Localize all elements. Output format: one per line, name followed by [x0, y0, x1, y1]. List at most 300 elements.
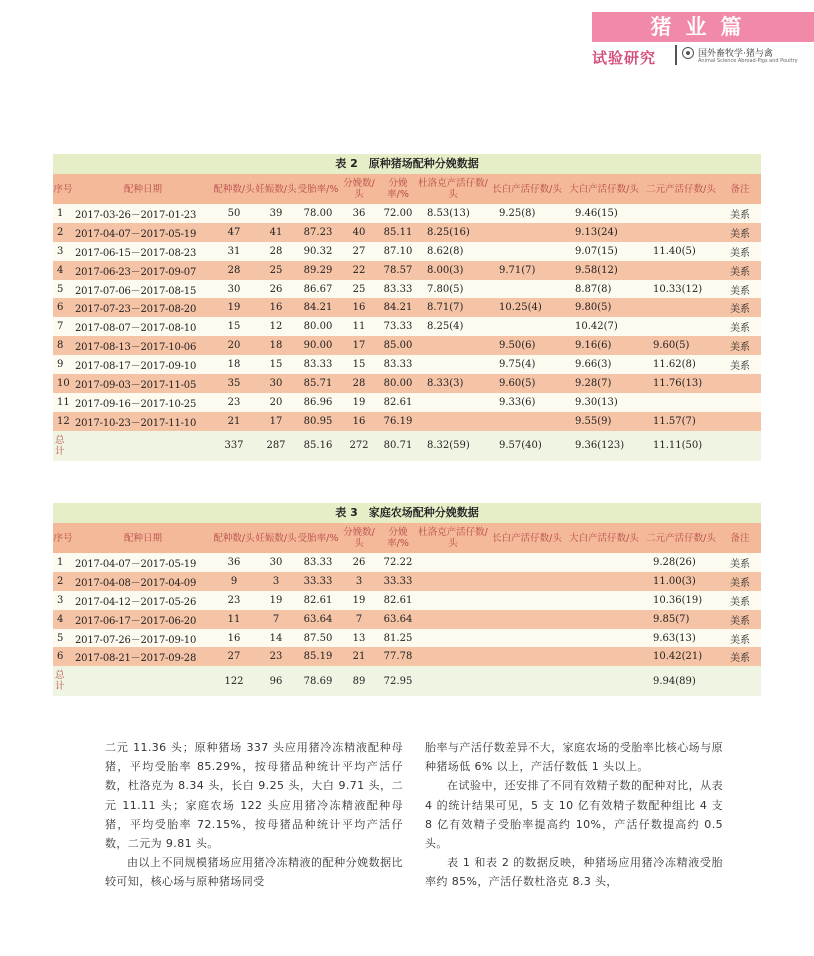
table-cell — [565, 647, 643, 666]
table-cell: 90.00 — [297, 336, 339, 355]
table-cell: 2017-04-07－2017-05-19 — [73, 553, 213, 572]
table-cell: 72.95 — [379, 666, 417, 696]
table-cell: 39 — [255, 204, 297, 223]
table-cell — [643, 393, 719, 412]
table-cell: 19 — [339, 393, 379, 412]
table-cell: 31 — [213, 242, 255, 261]
table-row — [53, 553, 761, 572]
table-cell: 2017-04-07－2017-05-19 — [73, 223, 213, 242]
table-row — [53, 355, 761, 374]
table-cell: 28 — [255, 242, 297, 261]
table-cell: 总计 — [53, 431, 73, 461]
table-cell: 9.66(3) — [565, 355, 643, 374]
table-cell: 4 — [53, 261, 73, 280]
table-cell: 11.11(50) — [643, 431, 719, 461]
table-cell: 15 — [213, 317, 255, 336]
table-cell: 3 — [53, 591, 73, 610]
table-cell — [719, 393, 761, 412]
table-cell — [489, 572, 565, 591]
table-cell: 16 — [213, 629, 255, 648]
table-cell: 337 — [213, 431, 255, 461]
table-cell: 80.95 — [297, 412, 339, 431]
table-row — [53, 572, 761, 591]
table-cell: 2017-08-07－2017-08-10 — [73, 317, 213, 336]
table-cell — [489, 610, 565, 629]
table-cell: 8.71(7) — [417, 298, 489, 317]
table-cell: 20 — [255, 393, 297, 412]
table-cell: 9.94(89) — [643, 666, 719, 696]
table-2-title: 表 2 原种猪场配种分娩数据 — [53, 154, 761, 174]
table-cell: 83.33 — [379, 355, 417, 374]
table-cell: 78.57 — [379, 261, 417, 280]
table-cell: 2017-04-12－2017-05-26 — [73, 591, 213, 610]
table-cell: 18 — [213, 355, 255, 374]
table-cell: 82.61 — [297, 591, 339, 610]
table-cell: 36 — [213, 553, 255, 572]
table-cell: 17 — [339, 336, 379, 355]
table-cell: 3 — [255, 572, 297, 591]
table-cell: 9.13(24) — [565, 223, 643, 242]
table-cell: 2017-08-17－2017-09-10 — [73, 355, 213, 374]
table-cell — [489, 591, 565, 610]
table-cell — [489, 666, 565, 696]
table-cell: 2017-09-03－2017-11-05 — [73, 374, 213, 393]
table-cell: 美系 — [719, 629, 761, 648]
table-cell: 9.60(5) — [489, 374, 565, 393]
column-header: 分娩数/头 — [339, 523, 379, 553]
table-cell: 10.33(12) — [643, 280, 719, 299]
table-cell: 7 — [339, 610, 379, 629]
table-cell: 89.29 — [297, 261, 339, 280]
table-row — [53, 412, 761, 431]
table-cell: 8.25(16) — [417, 223, 489, 242]
table-cell: 9.30(13) — [565, 393, 643, 412]
table-cell: 6 — [53, 298, 73, 317]
table-cell: 25 — [339, 280, 379, 299]
table-cell: 9.80(5) — [565, 298, 643, 317]
table-cell: 85.11 — [379, 223, 417, 242]
table-row — [53, 242, 761, 261]
table-cell: 美系 — [719, 242, 761, 261]
table-cell: 7 — [255, 610, 297, 629]
table-cell: 1 — [53, 553, 73, 572]
table-cell: 11 — [339, 317, 379, 336]
table-cell: 85.16 — [297, 431, 339, 461]
table-cell — [565, 572, 643, 591]
column-header: 二元产活仔数/头 — [643, 174, 719, 204]
table-cell: 40 — [339, 223, 379, 242]
table-cell — [417, 355, 489, 374]
table-cell: 84.21 — [379, 298, 417, 317]
table-row — [53, 610, 761, 629]
table-cell: 8.00(3) — [417, 261, 489, 280]
table-cell: 87.50 — [297, 629, 339, 648]
table-cell: 16 — [255, 298, 297, 317]
table-cell: 30 — [213, 280, 255, 299]
table-row — [53, 204, 761, 223]
table-cell: 27 — [339, 242, 379, 261]
column-header: 备注 — [719, 174, 761, 204]
table-cell: 9.07(15) — [565, 242, 643, 261]
table-cell — [489, 412, 565, 431]
table-cell: 9 — [53, 355, 73, 374]
table-cell: 1 — [53, 204, 73, 223]
column-header: 杜洛克产活仔数/头 — [417, 523, 489, 553]
column-header: 分娩数/头 — [339, 174, 379, 204]
section-banner: 猪业篇 — [592, 12, 814, 42]
table-cell: 15 — [255, 355, 297, 374]
table-cell: 美系 — [719, 223, 761, 242]
table-cell: 9.71(7) — [489, 261, 565, 280]
table-cell — [719, 374, 761, 393]
table-cell: 78.00 — [297, 204, 339, 223]
table-cell: 2 — [53, 223, 73, 242]
table-row — [53, 374, 761, 393]
table-row — [53, 298, 761, 317]
table-cell — [489, 647, 565, 666]
table-cell — [417, 412, 489, 431]
table-cell — [643, 298, 719, 317]
table-cell: 11.76(13) — [643, 374, 719, 393]
column-header: 序号 — [53, 174, 73, 204]
table-cell: 18 — [255, 336, 297, 355]
body-column-left — [105, 738, 403, 892]
table-cell: 美系 — [719, 355, 761, 374]
table-cell: 2017-10-23－2017-11-10 — [73, 412, 213, 431]
table-row — [53, 647, 761, 666]
table-cell: 8.33(3) — [417, 374, 489, 393]
column-header: 长白产活仔数/头 — [489, 523, 565, 553]
table-cell: 2017-06-23－2017-09-07 — [73, 261, 213, 280]
table-cell: 19 — [213, 298, 255, 317]
table-cell — [417, 610, 489, 629]
table-cell: 82.61 — [379, 393, 417, 412]
table-cell: 35 — [213, 374, 255, 393]
table-cell: 12 — [255, 317, 297, 336]
table-cell: 50 — [213, 204, 255, 223]
table-cell: 2017-07-26－2017-09-10 — [73, 629, 213, 648]
table-cell: 80.71 — [379, 431, 417, 461]
table-cell: 23 — [213, 591, 255, 610]
table-cell: 6 — [53, 647, 73, 666]
table-3-title: 表 3 家庭农场配种分娩数据 — [53, 503, 761, 523]
column-header: 受胎率/% — [297, 174, 339, 204]
table-cell — [417, 647, 489, 666]
table-cell: 2017-04-08－2017-04-09 — [73, 572, 213, 591]
table-cell: 美系 — [719, 280, 761, 299]
table-cell: 10.42(21) — [643, 647, 719, 666]
table-cell: 16 — [339, 412, 379, 431]
table-cell: 27 — [213, 647, 255, 666]
table-2-grid — [53, 174, 761, 461]
table-cell: 87.10 — [379, 242, 417, 261]
table-cell: 9 — [213, 572, 255, 591]
table-cell: 11 — [53, 393, 73, 412]
table-cell: 80.00 — [297, 317, 339, 336]
table-row — [53, 261, 761, 280]
table-cell: 28 — [339, 374, 379, 393]
table-cell: 23 — [213, 393, 255, 412]
table-cell — [489, 242, 565, 261]
table-cell: 2017-07-06－2017-08-15 — [73, 280, 213, 299]
table-cell: 47 — [213, 223, 255, 242]
column-header: 受胎率/% — [297, 523, 339, 553]
column-header: 大白产活仔数/头 — [565, 174, 643, 204]
table-cell — [719, 412, 761, 431]
table-cell: 美系 — [719, 572, 761, 591]
table-cell: 2017-08-13－2017-10-06 — [73, 336, 213, 355]
table-cell — [719, 666, 761, 696]
table-cell: 13 — [339, 629, 379, 648]
table-cell: 81.25 — [379, 629, 417, 648]
table-cell — [643, 261, 719, 280]
table-cell — [565, 629, 643, 648]
table-cell — [489, 629, 565, 648]
table-cell: 72.22 — [379, 553, 417, 572]
table-cell: 26 — [255, 280, 297, 299]
table-cell: 12 — [53, 412, 73, 431]
table-cell: 5 — [53, 280, 73, 299]
table-cell: 10.42(7) — [565, 317, 643, 336]
table-cell: 63.64 — [379, 610, 417, 629]
table-cell — [643, 204, 719, 223]
table-cell: 8.25(4) — [417, 317, 489, 336]
table-total-row — [53, 666, 761, 696]
table-cell: 2017-03-26－2017-01-23 — [73, 204, 213, 223]
column-header: 配种日期 — [73, 174, 213, 204]
table-cell — [643, 223, 719, 242]
table-cell: 11.62(8) — [643, 355, 719, 374]
table-cell: 美系 — [719, 591, 761, 610]
table-cell: 122 — [213, 666, 255, 696]
table-cell — [417, 336, 489, 355]
table-cell: 76.19 — [379, 412, 417, 431]
table-cell: 77.78 — [379, 647, 417, 666]
table-cell — [73, 666, 213, 696]
table-row — [53, 280, 761, 299]
table-cell: 美系 — [719, 298, 761, 317]
table-cell: 美系 — [719, 336, 761, 355]
table-cell: 9.25(8) — [489, 204, 565, 223]
table-cell: 4 — [53, 610, 73, 629]
table-cell — [719, 431, 761, 461]
table-cell: 19 — [255, 591, 297, 610]
table-cell: 2017-08-21－2017-09-28 — [73, 647, 213, 666]
table-cell: 80.00 — [379, 374, 417, 393]
table-total-row — [53, 431, 761, 461]
table-cell: 11 — [213, 610, 255, 629]
table-cell — [565, 553, 643, 572]
table-cell: 美系 — [719, 647, 761, 666]
column-header: 大白产活仔数/头 — [565, 523, 643, 553]
table-cell: 9.36(123) — [565, 431, 643, 461]
table-cell: 2017-09-16－2017-10-25 — [73, 393, 213, 412]
table-cell — [643, 317, 719, 336]
rubric-label: 试验研究 — [592, 49, 657, 67]
table-cell: 84.21 — [297, 298, 339, 317]
table-cell: 25 — [255, 261, 297, 280]
table-row — [53, 393, 761, 412]
table-cell: 9.55(9) — [565, 412, 643, 431]
column-header: 二元产活仔数/头 — [643, 523, 719, 553]
table-cell: 2017-07-23－2017-08-20 — [73, 298, 213, 317]
table-cell: 86.96 — [297, 393, 339, 412]
table-row — [53, 336, 761, 355]
table-cell: 21 — [339, 647, 379, 666]
table-cell: 72.00 — [379, 204, 417, 223]
table-cell: 16 — [339, 298, 379, 317]
table-cell: 8.32(59) — [417, 431, 489, 461]
table-cell — [73, 431, 213, 461]
table-cell: 7.80(5) — [417, 280, 489, 299]
table-cell: 9.16(6) — [565, 336, 643, 355]
table-cell: 9.46(15) — [565, 204, 643, 223]
table-cell: 10 — [53, 374, 73, 393]
table-cell: 33.33 — [379, 572, 417, 591]
column-header: 备注 — [719, 523, 761, 553]
table-cell: 9.75(4) — [489, 355, 565, 374]
table-cell: 美系 — [719, 317, 761, 336]
table-cell — [565, 666, 643, 696]
column-header: 妊娠数/头 — [255, 174, 297, 204]
table-cell: 11.00(3) — [643, 572, 719, 591]
table-cell: 2017-06-15－2017-08-23 — [73, 242, 213, 261]
table-cell: 3 — [339, 572, 379, 591]
table-cell: 87.23 — [297, 223, 339, 242]
table-cell: 2 — [53, 572, 73, 591]
table-cell: 11.57(7) — [643, 412, 719, 431]
table-cell — [565, 610, 643, 629]
table-cell: 总计 — [53, 666, 73, 696]
table-cell: 85.00 — [379, 336, 417, 355]
paragraph: 胎率与产活仔数差异不大，家庭农场的受胎率比核心场与原种猪场低 6% 以上，产活仔数低 1 头以上。 — [425, 741, 723, 774]
table-cell: 10.25(4) — [489, 298, 565, 317]
table-cell — [489, 223, 565, 242]
table-cell: 美系 — [719, 261, 761, 280]
table-cell: 5 — [53, 629, 73, 648]
table-cell: 10.36(19) — [643, 591, 719, 610]
table-cell — [489, 280, 565, 299]
magazine-logo-icon — [682, 47, 694, 59]
table-cell — [417, 591, 489, 610]
table-cell: 2017-06-17－2017-06-20 — [73, 610, 213, 629]
column-header: 配种日期 — [73, 523, 213, 553]
table-cell: 7 — [53, 317, 73, 336]
paragraph: 表 1 和表 2 的数据反映，种猪场应用猪冷冻精液受胎率约 85%，产活仔数杜洛克 8.3 头， — [425, 856, 723, 889]
table-cell: 9.85(7) — [643, 610, 719, 629]
table-cell: 83.33 — [297, 553, 339, 572]
table-row — [53, 317, 761, 336]
table-cell: 63.64 — [297, 610, 339, 629]
table-cell: 287 — [255, 431, 297, 461]
column-header: 配种数/头 — [213, 523, 255, 553]
table-cell: 78.69 — [297, 666, 339, 696]
column-header: 杜洛克产活仔数/头 — [417, 174, 489, 204]
table-cell: 美系 — [719, 610, 761, 629]
table-cell: 15 — [339, 355, 379, 374]
table-cell: 28 — [213, 261, 255, 280]
table-cell — [417, 572, 489, 591]
table-cell: 9.33(6) — [489, 393, 565, 412]
table-cell: 美系 — [719, 204, 761, 223]
header-sub — [592, 45, 814, 71]
table-cell: 8.62(8) — [417, 242, 489, 261]
table-cell: 90.32 — [297, 242, 339, 261]
table-cell — [417, 393, 489, 412]
table-cell: 89 — [339, 666, 379, 696]
table-cell: 21 — [213, 412, 255, 431]
column-header: 分娩率/% — [379, 174, 417, 204]
table-cell: 85.71 — [297, 374, 339, 393]
table-cell: 83.33 — [379, 280, 417, 299]
table-cell: 14 — [255, 629, 297, 648]
table-cell: 9.28(26) — [643, 553, 719, 572]
divider — [675, 45, 677, 65]
table-cell: 20 — [213, 336, 255, 355]
body-column-right — [425, 738, 723, 892]
table-cell — [417, 629, 489, 648]
table-3-grid — [53, 523, 761, 696]
table-cell: 3 — [53, 242, 73, 261]
table-cell: 9.50(6) — [489, 336, 565, 355]
table-cell: 96 — [255, 666, 297, 696]
table-cell: 85.19 — [297, 647, 339, 666]
paragraph: 在试验中，还安排了不同有效精子数的配种对比，从表 4 的统计结果可见，5 支 10 亿有效精子数配种组比 4 支 8 亿有效精子受胎率提高约 10%，产活仔数提高约 0.5 头。 — [425, 779, 723, 851]
table-cell: 17 — [255, 412, 297, 431]
table-cell: 22 — [339, 261, 379, 280]
table-2 — [53, 154, 761, 461]
table-cell: 8.53(13) — [417, 204, 489, 223]
column-header: 分娩率/% — [379, 523, 417, 553]
column-header: 序号 — [53, 523, 73, 553]
paragraph: 二元 11.36 头；原种猪场 337 头应用猪冷冻精液配种母猪，平均受胎率 85.29%，按母猪品种统计平均产活仔数，杜洛克为 8.34 头，长白 9.25 头，大白 9.71 头，二元 11.11 头；家庭农场 122 头应用猪冷冻精液配种母猪，平均受胎率 72.15%，按母猪品种统计平均产活仔数，二元为 9.81 头。 — [105, 741, 403, 851]
table-cell: 272 — [339, 431, 379, 461]
column-header: 长白产活仔数/头 — [489, 174, 565, 204]
table-cell: 30 — [255, 374, 297, 393]
table-cell: 9.28(7) — [565, 374, 643, 393]
table-3 — [53, 503, 761, 696]
table-cell: 33.33 — [297, 572, 339, 591]
table-cell: 82.61 — [379, 591, 417, 610]
magazine-name-en: Animal Science Abroad-Pigs and Poultry — [698, 58, 798, 64]
table-cell — [417, 553, 489, 572]
column-header: 配种数/头 — [213, 174, 255, 204]
table-cell — [565, 591, 643, 610]
table-row — [53, 223, 761, 242]
table-cell: 30 — [255, 553, 297, 572]
table-cell: 41 — [255, 223, 297, 242]
paragraph: 由以上不同规模猪场应用猪冷冻精液的配种分娩数据比较可知，核心场与原种猪场同受 — [105, 856, 403, 889]
table-cell: 23 — [255, 647, 297, 666]
table-row — [53, 629, 761, 648]
table-cell: 83.33 — [297, 355, 339, 374]
table-cell: 86.67 — [297, 280, 339, 299]
table-cell: 36 — [339, 204, 379, 223]
column-header: 妊娠数/头 — [255, 523, 297, 553]
table-cell: 9.58(12) — [565, 261, 643, 280]
table-cell: 8.87(8) — [565, 280, 643, 299]
table-cell: 美系 — [719, 553, 761, 572]
table-cell: 19 — [339, 591, 379, 610]
table-cell: 9.57(40) — [489, 431, 565, 461]
table-cell: 8 — [53, 336, 73, 355]
table-cell: 9.60(5) — [643, 336, 719, 355]
magazine-name: 国外畜牧学·猪与禽 — [698, 49, 773, 59]
table-cell: 9.63(13) — [643, 629, 719, 648]
table-cell: 73.33 — [379, 317, 417, 336]
table-row — [53, 591, 761, 610]
table-cell — [489, 317, 565, 336]
